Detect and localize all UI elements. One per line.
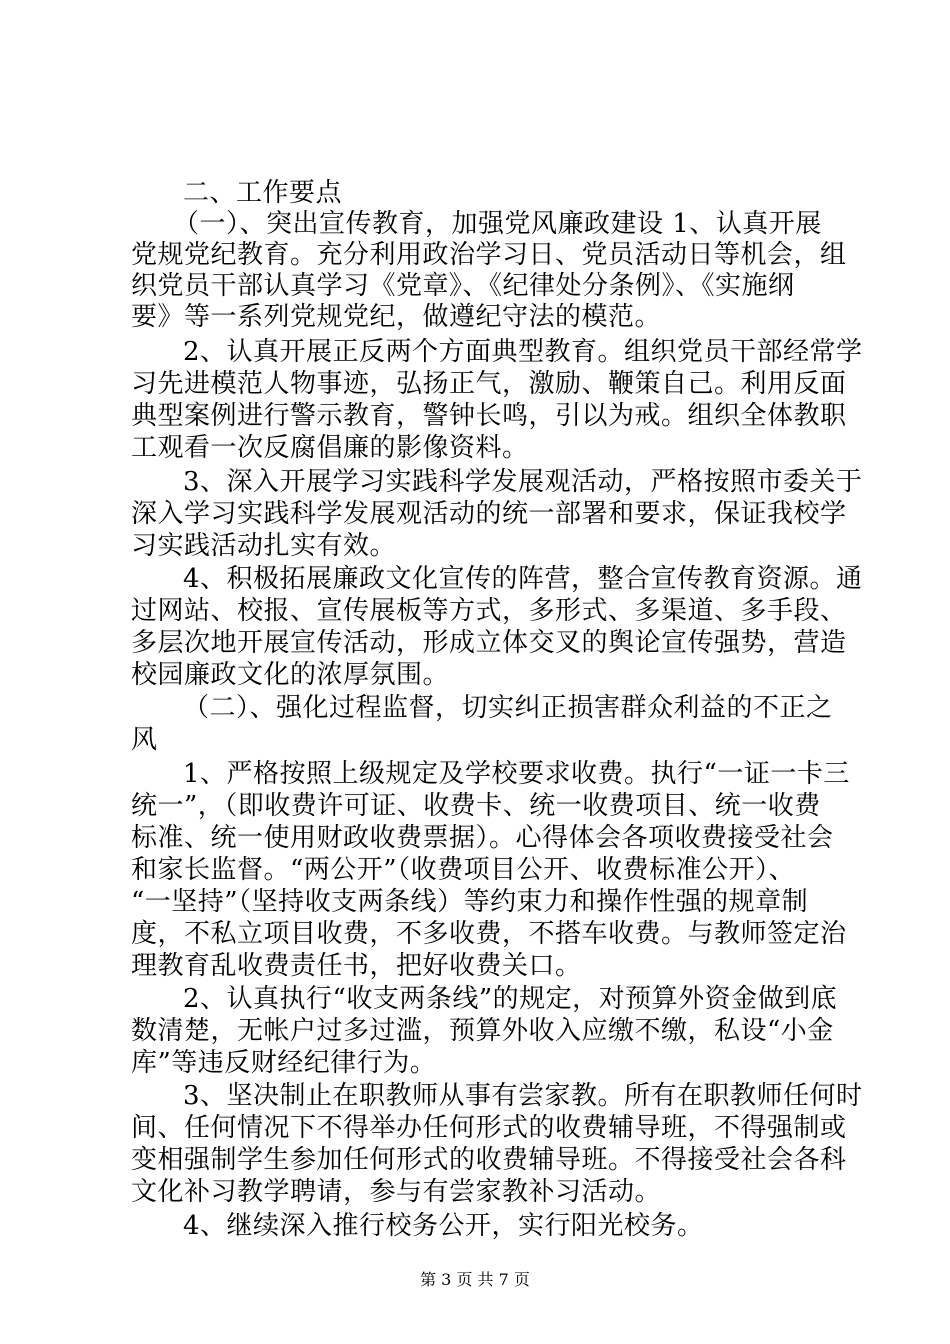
subsection-heading: （一）、突出宣传教育，加强党风廉政建设 1、认真开展 (173, 209, 822, 239)
body-text-line: 4、继续深入推行校务公开，实行阳光校务。 (183, 1211, 704, 1241)
body-text-line: 要》等一系列党规党纪，做遵纪守法的模范。 (131, 302, 662, 332)
body-text-line: 党规党纪教育。充分利用政治学习日、党员活动日等机会，组 (131, 240, 847, 270)
body-text-line: 2、认真执行“收支两条线”的规定，对预算外资金做到底 (183, 984, 838, 1014)
body-text-line: 库”等违反财经纪律行为。 (131, 1048, 437, 1078)
body-text-line: 1、严格按照上级规定及学校要求收费。执行“一证一卡三 (183, 759, 850, 789)
body-text-line: 间、任何情况下不得举办任何形式的收费辅导班，不得强制或 (131, 1113, 847, 1143)
body-text-line: 4、积极拓展廉政文化宣传的阵营，整合宣传教育资源。通 (183, 564, 863, 594)
body-text-line: 标准、统一使用财政收费票据）。心得体会各项收费接受社会 (131, 823, 834, 853)
body-text-line: 3、坚决制止在职教师从事有尝家教。所有在职教师任何时 (183, 1081, 863, 1111)
body-text-line: 习实践活动扎实有效。 (131, 531, 397, 561)
page-number-footer: 第 3 页 共 7 页 (420, 1270, 530, 1289)
subsection-heading: （二）、强化过程监督，切实纠正损害群众利益的不正之 (183, 693, 833, 723)
body-text-line: 过网站、校报、宣传展板等方式，多形式、多渠道、多手段、 (131, 596, 847, 626)
body-text-line: 工观看一次反腐倡廉的影像资料。 (131, 433, 529, 463)
body-text-line: 多层次地开展宣传活动，形成立体交叉的舆论宣传强势，营造 (131, 628, 847, 658)
body-text-line: 校园廉政文化的浓厚氛围。 (131, 660, 450, 690)
body-text-line: 统一”，（即收费许可证、收费卡、统一收费项目、统一收费 (131, 791, 821, 821)
body-text-line: 和家长监督。“两公开”（收费项目公开、收费标准公开）、 (131, 855, 796, 885)
body-text-line: 典型案例进行警示教育，警钟长鸣，引以为戒。组织全体教职 (131, 401, 847, 431)
body-text-line: 度，不私立项目收费，不多收费，不搭车收费。与教师签定治 (131, 919, 847, 949)
body-text-line: 深入学习实践科学发展观活动的统一部署和要求，保证我校学 (131, 499, 847, 529)
body-text-line: 风 (131, 725, 158, 755)
body-text-line: “一坚持”（坚持收支两条线）等约束力和操作性强的规章制 (131, 887, 809, 917)
body-text-line: 变相强制学生参加任何形式的收费辅导班。不得接受社会各科 (131, 1145, 847, 1175)
body-text-line: 2、认真开展正反两个方面典型教育。组织党员干部经常学 (183, 337, 863, 367)
body-text-line: 文化补习教学聘请，参与有尝家教补习活动。 (131, 1177, 662, 1207)
section-heading: 二、工作要点 (183, 178, 343, 208)
body-text-line: 3、深入开展学习实践科学发展观活动，严格按照市委关于 (183, 467, 863, 497)
body-text-line: 织党员干部认真学习《党章》、《纪律处分条例》、《实施纲 (131, 271, 795, 301)
body-text-line: 理教育乱收费责任书，把好收费关口。 (131, 951, 582, 981)
body-text-line: 数清楚，无帐户过多过滥，预算外收入应缴不缴，私设“小金 (131, 1016, 834, 1046)
body-text-line: 习先进模范人物事迹，弘扬正气，激励、鞭策自己。利用反面 (131, 369, 847, 399)
